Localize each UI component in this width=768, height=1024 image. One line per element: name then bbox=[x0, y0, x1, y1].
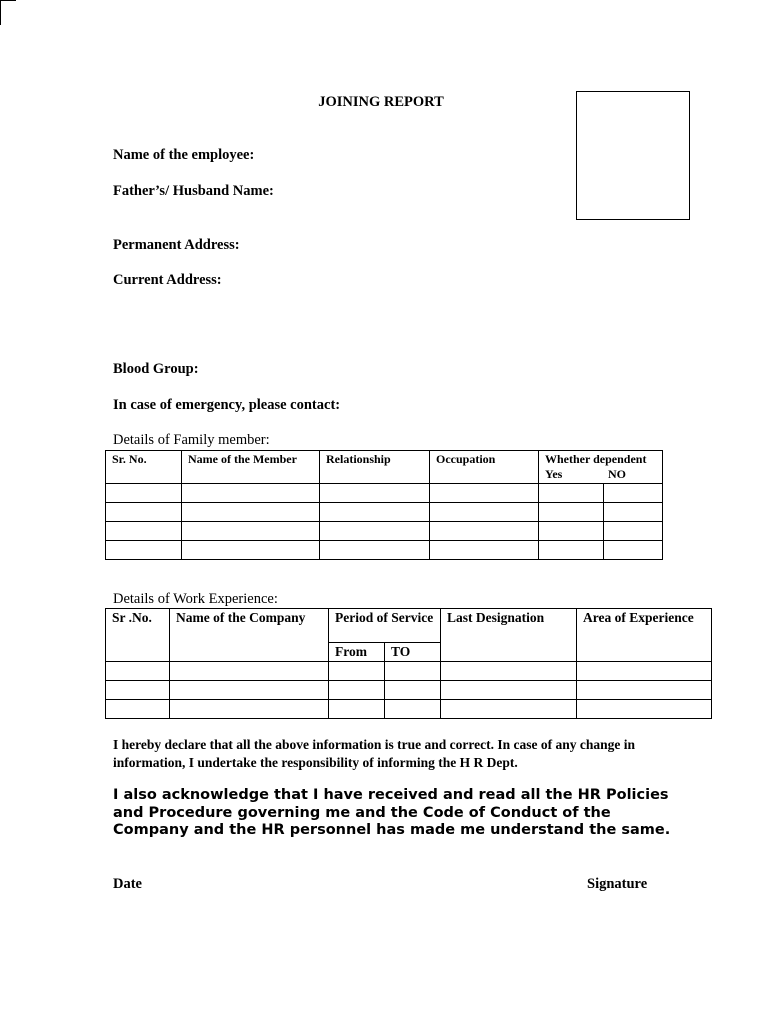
work-section-label: Details of Work Experience: bbox=[113, 591, 278, 607]
work-header-designation: Last Designation bbox=[441, 609, 577, 662]
table-row bbox=[106, 503, 663, 522]
declaration-text: I hereby declare that all the above information is true and correct. In case of any change in information, I undertake the responsibility of informing the H R Dept. bbox=[113, 737, 635, 770]
father-husband-name-label: Father’s/ Husband Name: bbox=[113, 183, 274, 199]
work-experience-table bbox=[105, 608, 712, 719]
acknowledgement-text: I also acknowledge that I have received and read all the HR Policies and Procedure governing me and the Code of Conduct of the Company and the HR personnel has made me understand the same. bbox=[113, 787, 671, 838]
page-title: JOINING REPORT bbox=[318, 94, 444, 110]
work-header-from: From bbox=[329, 643, 385, 662]
family-table bbox=[105, 450, 663, 560]
family-header-member-name: Name of the Member bbox=[182, 451, 320, 484]
work-header-area: Area of Experience bbox=[577, 609, 712, 662]
family-header-occupation: Occupation bbox=[430, 451, 539, 484]
work-header-period: Period of Service bbox=[329, 609, 441, 643]
photo-box bbox=[576, 91, 690, 220]
table-row bbox=[106, 662, 712, 681]
table-row bbox=[106, 700, 712, 719]
dependent-no-label: NO bbox=[608, 467, 626, 481]
permanent-address-label: Permanent Address: bbox=[113, 237, 240, 253]
work-header-to: TO bbox=[385, 643, 441, 662]
dependent-label: Whether dependent bbox=[545, 452, 647, 466]
date-label: Date bbox=[113, 876, 142, 892]
table-row bbox=[106, 522, 663, 541]
current-address-label: Current Address: bbox=[113, 272, 222, 288]
table-row bbox=[106, 541, 663, 560]
family-header-dependent bbox=[539, 451, 663, 484]
emergency-contact-label: In case of emergency, please contact: bbox=[113, 397, 341, 413]
blood-group-label: Blood Group: bbox=[113, 361, 199, 377]
work-header-sr-no: Sr .No. bbox=[106, 609, 170, 662]
family-header-relationship: Relationship bbox=[320, 451, 430, 484]
page-corner-mark bbox=[0, 0, 16, 25]
signature-label: Signature bbox=[587, 876, 648, 892]
table-row bbox=[106, 681, 712, 700]
dependent-yes-label: Yes bbox=[545, 467, 563, 481]
family-section-label: Details of Family member: bbox=[113, 432, 270, 448]
work-header-company: Name of the Company bbox=[170, 609, 329, 662]
family-header-sr-no: Sr. No. bbox=[106, 451, 182, 484]
table-row bbox=[106, 484, 663, 503]
employee-name-label: Name of the employee: bbox=[113, 147, 255, 163]
